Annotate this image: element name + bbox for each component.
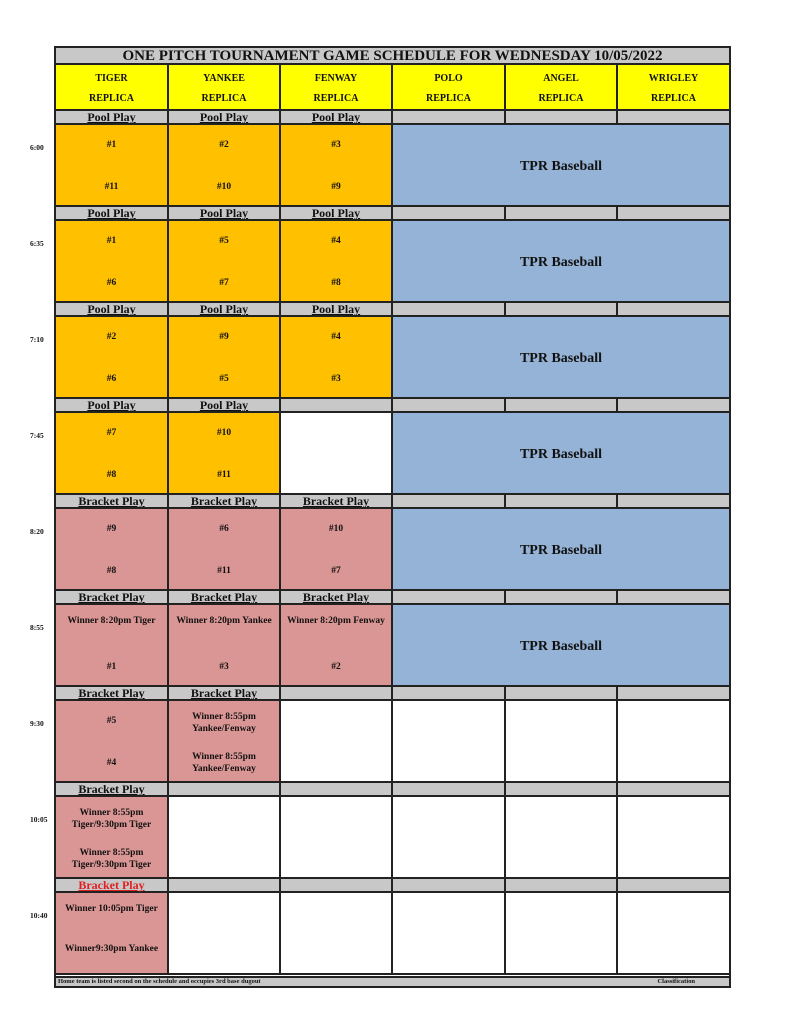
field-header-3 <box>393 65 506 111</box>
game-top-team: Winner 8:55pm Yankee/Fenway <box>192 712 256 734</box>
slot-band-2-4 <box>506 303 618 317</box>
game-cell <box>56 509 169 591</box>
slot-band-2-3 <box>393 303 506 317</box>
tpr-baseball-block <box>393 605 731 687</box>
field-header-2 <box>281 65 393 111</box>
tpr-baseball-block <box>393 125 731 207</box>
slot-band-1-3 <box>393 207 506 221</box>
game-bottom-team: #7 <box>331 566 341 576</box>
slot-band-4-0: Bracket Play <box>56 495 169 509</box>
game-top-team: #4 <box>331 236 341 246</box>
slot-band-3-5 <box>618 399 731 413</box>
empty-cell <box>618 893 731 975</box>
game-bottom-team: #8 <box>106 470 117 480</box>
game-cell <box>169 221 281 303</box>
footer-note: Home team is listed second on the schedule and occupies 3rd base dugout <box>58 978 261 985</box>
game-cell <box>169 509 281 591</box>
game-top-team: #5 <box>106 716 117 726</box>
footer-classification: Classification <box>657 978 695 985</box>
game-cell <box>56 317 169 399</box>
game-bottom-team: Winner9:30pm Yankee <box>64 944 159 954</box>
game-cell <box>56 701 169 783</box>
field-header-0 <box>56 65 169 111</box>
slot-band-0-3 <box>393 111 506 125</box>
tpr-baseball-block <box>393 221 731 303</box>
slot-band-7-2 <box>281 783 393 797</box>
slot-band-1-2: Pool Play <box>281 207 393 221</box>
game-top-team: #1 <box>106 236 117 246</box>
schedule-title: ONE PITCH TOURNAMENT GAME SCHEDULE FOR WEDNESDAY 10/05/2022 <box>56 48 729 65</box>
field-header-1 <box>169 65 281 111</box>
game-top-team: Winner 10:05pm Tiger <box>65 904 158 914</box>
field-header-4 <box>506 65 618 111</box>
game-top-team: Winner 8:20pm Tiger <box>67 616 156 626</box>
field-header-5 <box>618 65 731 111</box>
slot-band-3-0: Pool Play <box>56 399 169 413</box>
game-cell <box>56 125 169 207</box>
tpr-baseball-block <box>393 509 731 591</box>
game-bottom-team: #9 <box>331 182 341 192</box>
game-cell <box>56 893 169 975</box>
slot-band-5-0: Bracket Play <box>56 591 169 605</box>
field-subtitle: REPLICA <box>425 93 471 104</box>
tpr-baseball-label: TPR Baseball <box>519 543 603 558</box>
time-label: 7:10 <box>30 335 44 344</box>
slot-band-4-3 <box>393 495 506 509</box>
field-subtitle: REPLICA <box>201 93 247 104</box>
game-cell <box>169 701 281 783</box>
schedule-sheet <box>54 46 731 988</box>
tpr-baseball-label: TPR Baseball <box>519 255 603 270</box>
tpr-baseball-label: TPR Baseball <box>519 447 603 462</box>
game-cell <box>169 125 281 207</box>
footer-bar <box>56 976 729 986</box>
slot-band-0-5 <box>618 111 731 125</box>
game-bottom-team: Winner 8:55pm Yankee/Fenway <box>192 752 256 774</box>
slot-band-1-4 <box>506 207 618 221</box>
empty-cell <box>281 413 393 495</box>
game-bottom-team: #7 <box>219 278 229 288</box>
time-label: 8:55 <box>30 623 44 632</box>
slot-band-8-5 <box>618 879 731 893</box>
game-bottom-team: #11 <box>104 182 119 192</box>
slot-band-4-2: Bracket Play <box>281 495 393 509</box>
slot-band-2-1: Pool Play <box>169 303 281 317</box>
slot-band-4-4 <box>506 495 618 509</box>
slot-band-5-3 <box>393 591 506 605</box>
game-cell <box>281 221 393 303</box>
game-top-team: Winner 8:20pm Yankee <box>176 616 272 626</box>
slot-band-7-5 <box>618 783 731 797</box>
slot-band-7-4 <box>506 783 618 797</box>
game-bottom-team: #11 <box>217 470 231 480</box>
time-label: 7:45 <box>30 431 44 440</box>
game-bottom-team: #10 <box>216 182 232 192</box>
slot-band-5-5 <box>618 591 731 605</box>
field-subtitle: REPLICA <box>538 93 584 104</box>
slot-band-7-1 <box>169 783 281 797</box>
game-bottom-team: #2 <box>331 662 341 672</box>
slot-band-8-4 <box>506 879 618 893</box>
slot-band-8-2 <box>281 879 393 893</box>
game-bottom-team: #8 <box>331 278 341 288</box>
field-name: YANKEE <box>203 73 245 84</box>
slot-band-0-2: Pool Play <box>281 111 393 125</box>
time-label: 9:30 <box>30 719 44 728</box>
game-bottom-team: #8 <box>106 566 117 576</box>
game-top-team: #10 <box>328 524 344 534</box>
tpr-baseball-label: TPR Baseball <box>519 639 603 654</box>
slot-band-4-1: Bracket Play <box>169 495 281 509</box>
slot-band-8-3 <box>393 879 506 893</box>
slot-band-4-5 <box>618 495 731 509</box>
empty-cell <box>393 797 506 879</box>
game-cell <box>169 317 281 399</box>
tpr-baseball-label: TPR Baseball <box>519 351 603 366</box>
empty-cell <box>393 701 506 783</box>
slot-band-3-1: Pool Play <box>169 399 281 413</box>
slot-band-6-3 <box>393 687 506 701</box>
game-top-team: Winner 8:55pm Tiger/9:30pm Tiger <box>71 808 152 830</box>
slot-band-3-2 <box>281 399 393 413</box>
game-top-team: #6 <box>219 524 229 534</box>
time-label: 10:05 <box>30 815 48 824</box>
tpr-baseball-label: TPR Baseball <box>519 159 603 174</box>
slot-band-0-0: Pool Play <box>56 111 169 125</box>
slot-band-2-5 <box>618 303 731 317</box>
empty-cell <box>169 797 281 879</box>
empty-cell <box>281 797 393 879</box>
game-top-team: #2 <box>106 332 117 342</box>
time-label: 6:00 <box>30 143 44 152</box>
slot-band-0-4 <box>506 111 618 125</box>
slot-band-8-1 <box>169 879 281 893</box>
game-cell <box>281 317 393 399</box>
game-top-team: #9 <box>106 524 117 534</box>
game-bottom-team: #5 <box>219 374 229 384</box>
game-top-team: Winner 8:20pm Fenway <box>287 616 385 626</box>
slot-band-2-0: Pool Play <box>56 303 169 317</box>
field-name: TIGER <box>95 73 128 84</box>
slot-band-7-3 <box>393 783 506 797</box>
slot-band-6-2 <box>281 687 393 701</box>
tpr-baseball-block <box>393 413 731 495</box>
slot-band-5-2: Bracket Play <box>281 591 393 605</box>
game-bottom-team: #3 <box>219 662 229 672</box>
game-bottom-team: #6 <box>106 374 117 384</box>
game-top-team: #2 <box>219 140 229 150</box>
game-cell <box>281 509 393 591</box>
field-name: ANGEL <box>543 73 579 84</box>
field-name: FENWAY <box>314 73 358 84</box>
game-cell <box>169 413 281 495</box>
empty-cell <box>618 797 731 879</box>
game-top-team: #5 <box>219 236 229 246</box>
game-bottom-team: #11 <box>217 566 231 576</box>
game-cell <box>169 605 281 687</box>
time-label: 10:40 <box>30 911 48 920</box>
empty-cell <box>169 893 281 975</box>
slot-band-5-1: Bracket Play <box>169 591 281 605</box>
time-label: 6:35 <box>30 239 44 248</box>
slot-band-6-0: Bracket Play <box>56 687 169 701</box>
slot-band-3-3 <box>393 399 506 413</box>
game-bottom-team: #4 <box>106 758 117 768</box>
slot-band-6-5 <box>618 687 731 701</box>
empty-cell <box>506 701 618 783</box>
slot-band-6-1: Bracket Play <box>169 687 281 701</box>
slot-band-3-4 <box>506 399 618 413</box>
game-top-team: #9 <box>219 332 229 342</box>
empty-cell <box>281 893 393 975</box>
tpr-baseball-block <box>393 317 731 399</box>
game-cell <box>56 605 169 687</box>
slot-band-2-2: Pool Play <box>281 303 393 317</box>
field-subtitle: REPLICA <box>650 93 696 104</box>
slot-band-5-4 <box>506 591 618 605</box>
game-top-team: #1 <box>106 140 117 150</box>
slot-band-6-4 <box>506 687 618 701</box>
slot-band-1-5 <box>618 207 731 221</box>
slot-band-0-1: Pool Play <box>169 111 281 125</box>
game-cell <box>281 125 393 207</box>
game-top-team: #7 <box>106 428 117 438</box>
empty-cell <box>506 797 618 879</box>
empty-cell <box>618 701 731 783</box>
game-bottom-team: #3 <box>331 374 341 384</box>
empty-cell <box>506 893 618 975</box>
slot-band-1-1: Pool Play <box>169 207 281 221</box>
field-subtitle: REPLICA <box>88 93 134 104</box>
game-top-team: #10 <box>216 428 232 438</box>
field-subtitle: REPLICA <box>313 93 359 104</box>
slot-band-1-0: Pool Play <box>56 207 169 221</box>
game-cell <box>56 221 169 303</box>
slot-band-7-0: Bracket Play <box>56 783 169 797</box>
game-cell <box>281 605 393 687</box>
field-name: WRIGLEY <box>648 73 699 84</box>
game-cell <box>56 413 169 495</box>
game-top-team: #4 <box>331 332 341 342</box>
game-bottom-team: #6 <box>106 278 117 288</box>
game-bottom-team: #1 <box>106 662 117 672</box>
game-top-team: #3 <box>331 140 341 150</box>
slot-band-8-0: Bracket Play <box>56 879 169 893</box>
empty-cell <box>281 701 393 783</box>
game-bottom-team: Winner 8:55pm Tiger/9:30pm Tiger <box>71 848 152 870</box>
game-cell <box>56 797 169 879</box>
time-label: 8:20 <box>30 527 44 536</box>
field-name: POLO <box>434 73 463 84</box>
empty-cell <box>393 893 506 975</box>
